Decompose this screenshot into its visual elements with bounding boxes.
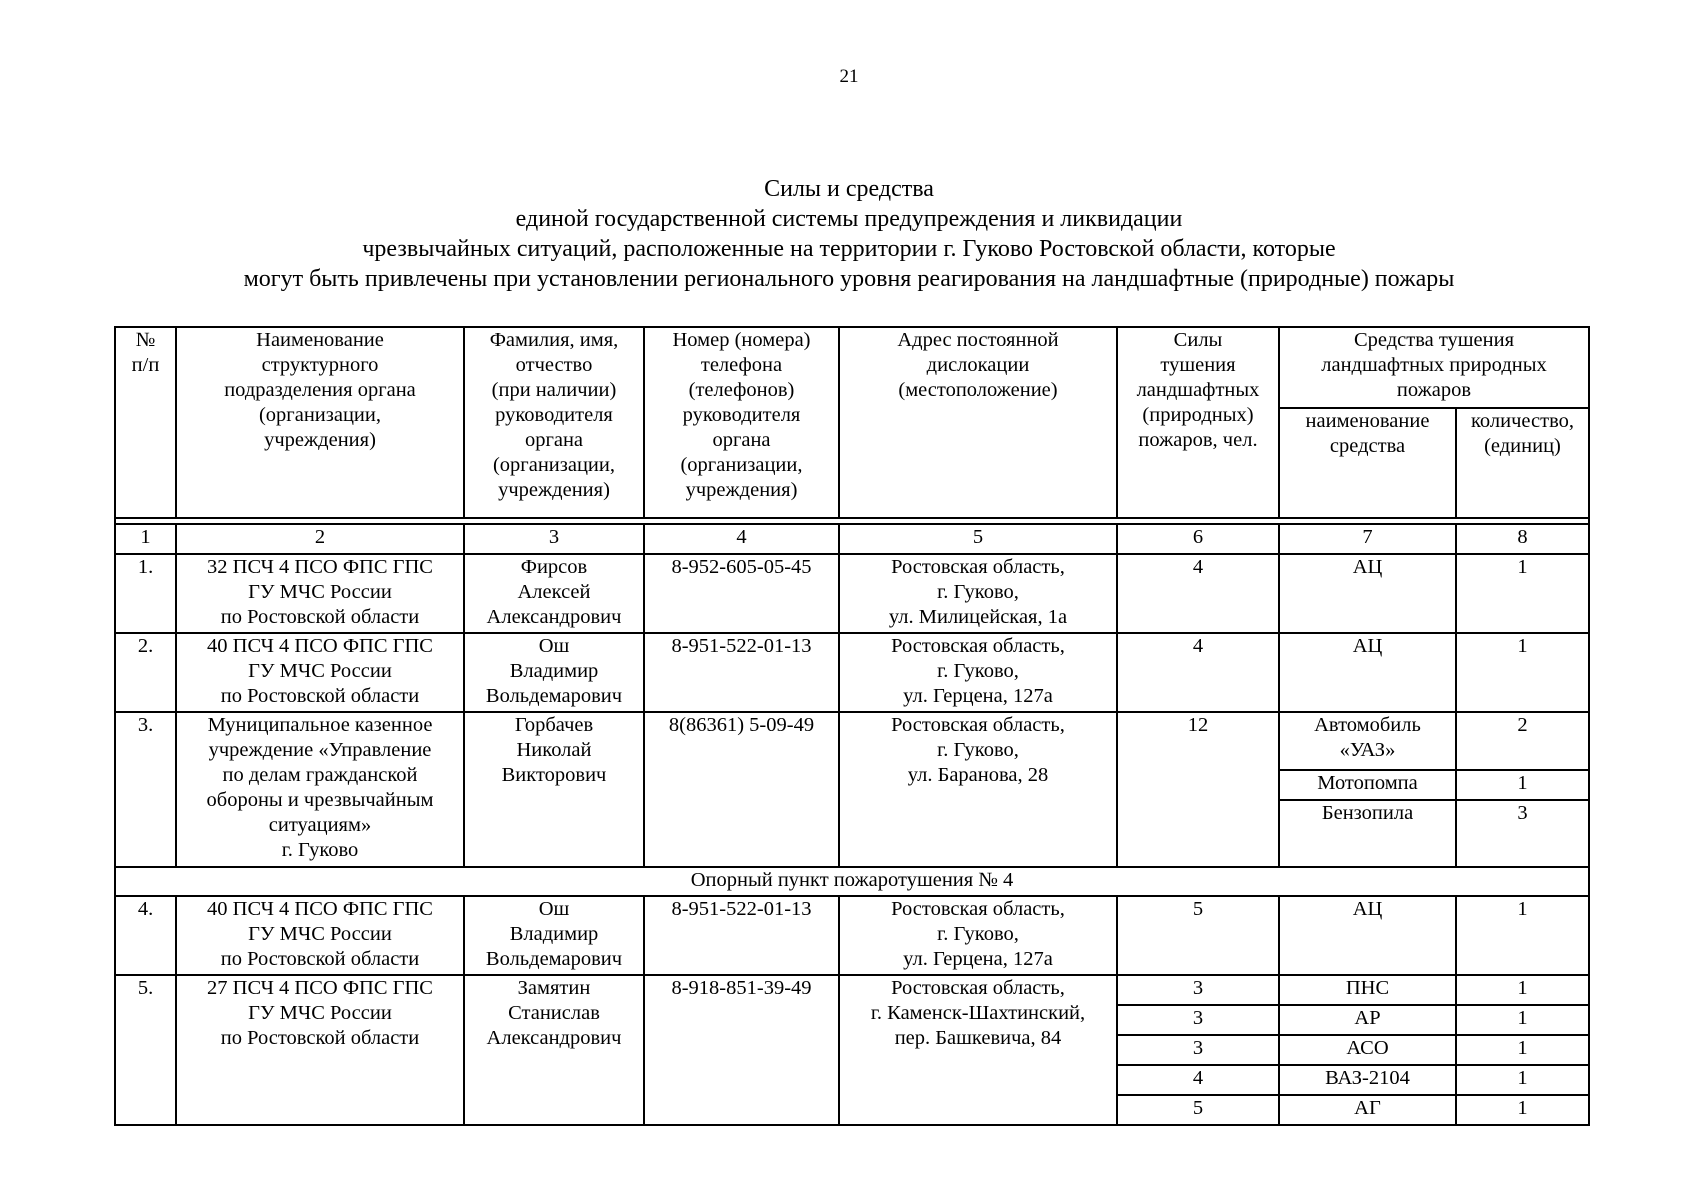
header-means-group: Средства тушения ландшафтных природных пожаров [1279,327,1589,408]
section-row [115,867,1589,896]
means-name-cell: АР [1279,1005,1456,1035]
means-name-cell: Бензопила [1279,800,1456,867]
section-title: Опорный пункт пожаротушения № 4 [115,867,1589,896]
table-row [115,554,1589,633]
column-number: 5 [839,524,1117,554]
means-name-cell: АЦ [1279,896,1456,975]
means-qty-cell: 3 [1456,800,1589,867]
means-name-cell: ВАЗ-2104 [1279,1065,1456,1095]
phone-cell: 8-951-522-01-13 [644,896,839,975]
table-row [115,712,1589,770]
means-qty-cell: 1 [1456,633,1589,712]
means-qty-cell: 2 [1456,712,1589,770]
organization-cell: Муниципальное казенное учреждение «Управление по делам гражданской обороны и чрезвычайным ситуациям» г. Гуково [176,712,464,867]
column-number: 1 [115,524,176,554]
row-number: 4. [115,896,176,975]
column-number: 6 [1117,524,1279,554]
header-address: Адрес постоянной дислокации (местоположение) [839,327,1117,518]
forces-table [114,326,1590,1126]
column-number: 2 [176,524,464,554]
address-cell: Ростовская область, г. Гуково, ул. Милицейская, 1а [839,554,1117,633]
means-qty-cell: 1 [1456,1035,1589,1065]
table-row [115,633,1589,712]
row-number: 2. [115,633,176,712]
forces-cell: 12 [1117,712,1279,867]
title-line: Силы и средства [764,176,934,202]
header-means-name: наименование средства [1279,408,1456,518]
column-number: 3 [464,524,644,554]
column-number: 7 [1279,524,1456,554]
means-qty-cell: 1 [1456,896,1589,975]
header-phone: Номер (номера) телефона (телефонов) руководителя органа (организации, учреждения) [644,327,839,518]
phone-cell: 8-918-851-39-49 [644,975,839,1125]
title-line: могут быть привлечены при установлении регионального уровня реагирования на ландшафтные (природные) пожары [243,266,1455,292]
title-line: единой государственной системы предупреждения и ликвидации [515,206,1183,232]
title-line: чрезвычайных ситуаций, расположенные на территории г. Гуково Ростовской области, которые [362,236,1336,262]
phone-cell: 8-952-605-05-45 [644,554,839,633]
phone-cell: 8-951-522-01-13 [644,633,839,712]
page-number: 21 [839,66,859,87]
table-row [115,975,1589,1005]
forces-cell: 5 [1117,896,1279,975]
means-qty-cell: 1 [1456,975,1589,1005]
means-qty-cell: 1 [1456,770,1589,800]
column-number: 8 [1456,524,1589,554]
means-qty-cell: 1 [1456,554,1589,633]
row-number: 1. [115,554,176,633]
head-name-cell: Ош Владимир Вольдемарович [464,896,644,975]
organization-cell: 40 ПСЧ 4 ПСО ФПС ГПС ГУ МЧС России по Ростовской области [176,633,464,712]
means-qty-cell: 1 [1456,1065,1589,1095]
row-number: 5. [115,975,176,1125]
phone-cell: 8(86361) 5-09-49 [644,712,839,867]
means-name-cell: Автомобиль «УАЗ» [1279,712,1456,770]
header-head-name: Фамилия, имя, отчество (при наличии) руководителя органа (организации, учреждения) [464,327,644,518]
forces-cell: 3 [1117,975,1279,1005]
column-numbers-row [115,524,1589,554]
organization-cell: 27 ПСЧ 4 ПСО ФПС ГПС ГУ МЧС России по Ростовской области [176,975,464,1125]
column-number: 4 [644,524,839,554]
header-means-qty: количество, (единиц) [1456,408,1589,518]
head-name-cell: Горбачев Николай Викторович [464,712,644,867]
header-number: № п/п [115,327,176,518]
forces-cell: 4 [1117,633,1279,712]
table-row [115,896,1589,975]
forces-cell: 3 [1117,1005,1279,1035]
address-cell: Ростовская область, г. Гуково, ул. Герцена, 127а [839,896,1117,975]
forces-cell: 5 [1117,1095,1279,1125]
forces-cell: 3 [1117,1035,1279,1065]
means-name-cell: АСО [1279,1035,1456,1065]
head-name-cell: Ош Владимир Вольдемарович [464,633,644,712]
means-name-cell: АГ [1279,1095,1456,1125]
address-cell: Ростовская область, г. Гуково, ул. Герцена, 127а [839,633,1117,712]
means-name-cell: Мотопомпа [1279,770,1456,800]
address-cell: Ростовская область, г. Каменск-Шахтинский, пер. Башкевича, 84 [839,975,1117,1125]
head-name-cell: Фирсов Алексей Александрович [464,554,644,633]
means-qty-cell: 1 [1456,1005,1589,1035]
header-forces: Силы тушения ландшафтных (природных) пожаров, чел. [1117,327,1279,518]
header-organization: Наименование структурного подразделения органа (организации, учреждения) [176,327,464,518]
means-name-cell: ПНС [1279,975,1456,1005]
forces-cell: 4 [1117,554,1279,633]
forces-cell: 4 [1117,1065,1279,1095]
means-qty-cell: 1 [1456,1095,1589,1125]
organization-cell: 40 ПСЧ 4 ПСО ФПС ГПС ГУ МЧС России по Ростовской области [176,896,464,975]
header-row [115,327,1589,408]
head-name-cell: Замятин Станислав Александрович [464,975,644,1125]
organization-cell: 32 ПСЧ 4 ПСО ФПС ГПС ГУ МЧС России по Ростовской области [176,554,464,633]
address-cell: Ростовская область, г. Гуково, ул. Баранова, 28 [839,712,1117,867]
means-name-cell: АЦ [1279,633,1456,712]
means-name-cell: АЦ [1279,554,1456,633]
document-title [0,174,1698,294]
row-number: 3. [115,712,176,867]
